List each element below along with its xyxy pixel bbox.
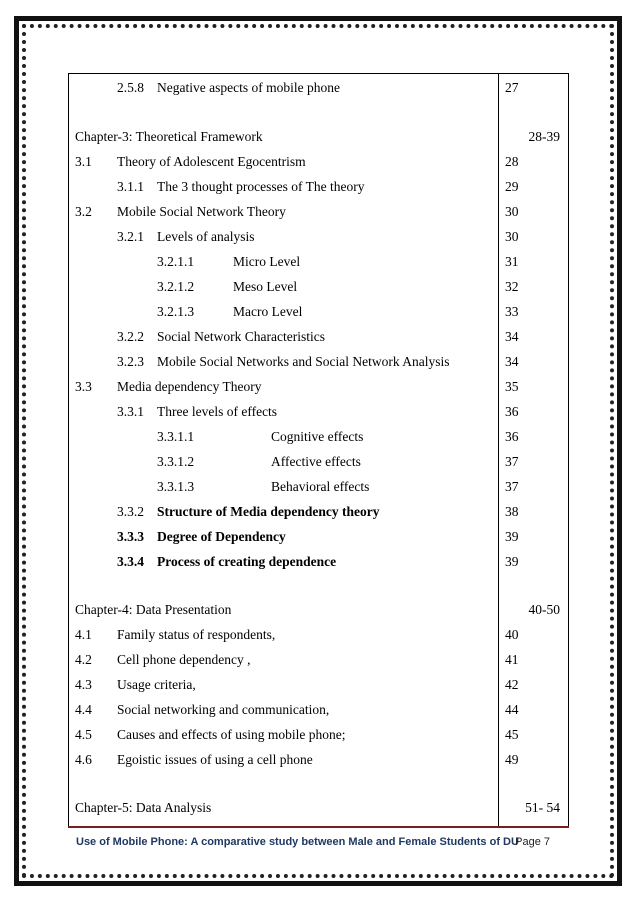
toc-page: 39 xyxy=(505,529,519,544)
toc-page: 33 xyxy=(505,304,519,319)
toc-page-range: 40-50 xyxy=(528,602,560,617)
toc-number: 3.2.1.1 xyxy=(157,254,195,269)
toc-page: 45 xyxy=(505,727,519,742)
toc-title: Behavioral effects xyxy=(271,479,370,494)
table-of-contents xyxy=(68,73,569,826)
toc-number: 2.5.8 xyxy=(117,80,144,95)
toc-number: 3.3.1.3 xyxy=(157,479,195,494)
toc-page-range: 28-39 xyxy=(528,129,560,144)
toc-number: 3.2.1 xyxy=(117,229,144,244)
toc-title: Degree of Dependency xyxy=(157,529,286,544)
toc-row xyxy=(69,675,568,695)
toc-chapter-row xyxy=(69,600,568,620)
toc-chapter-title: Chapter-4: Data Presentation xyxy=(75,602,232,617)
toc-title: Structure of Media dependency theory xyxy=(157,504,380,519)
toc-title: Meso Level xyxy=(233,279,298,294)
toc-row xyxy=(69,177,568,197)
toc-row xyxy=(69,700,568,720)
toc-row xyxy=(69,725,568,745)
toc-title: Theory of Adolescent Egocentrism xyxy=(117,154,306,169)
toc-page: 41 xyxy=(505,652,519,667)
toc-row xyxy=(69,477,568,497)
toc-page: 36 xyxy=(505,404,519,419)
toc-row xyxy=(69,650,568,670)
toc-row xyxy=(69,302,568,322)
toc-row xyxy=(69,750,568,770)
toc-number: 3.2.2 xyxy=(117,329,144,344)
toc-row xyxy=(69,452,568,472)
toc-title: Causes and effects of using mobile phone; xyxy=(117,727,346,742)
toc-number: 3.3.1.2 xyxy=(157,454,195,469)
toc-title: Mobile Social Networks and Social Network Analysis xyxy=(157,354,450,369)
toc-row xyxy=(69,552,568,572)
toc-page: 34 xyxy=(505,354,519,369)
footer-rule xyxy=(68,826,569,828)
toc-row xyxy=(69,377,568,397)
toc-title: Micro Level xyxy=(233,254,301,269)
toc-title: The 3 thought processes of The theory xyxy=(157,179,365,194)
toc-page: 49 xyxy=(505,752,519,767)
toc-page: 30 xyxy=(505,229,519,244)
toc-row xyxy=(69,78,568,98)
toc-row xyxy=(69,352,568,372)
toc-page: 30 xyxy=(505,204,519,219)
toc-page: 44 xyxy=(505,702,519,717)
toc-number: 4.3 xyxy=(75,677,92,692)
toc-row xyxy=(69,227,568,247)
toc-row xyxy=(69,625,568,645)
toc-title: Cognitive effects xyxy=(271,429,364,444)
toc-title: Usage criteria, xyxy=(117,677,196,692)
page-column-divider xyxy=(498,73,499,826)
footer-page-number: Page 7 xyxy=(515,836,550,848)
toc-row xyxy=(69,252,568,272)
toc-number: 3.3.1 xyxy=(117,404,144,419)
toc-row xyxy=(69,427,568,447)
toc-title: Social networking and communication, xyxy=(117,702,330,717)
toc-page: 35 xyxy=(505,379,519,394)
toc-number: 4.1 xyxy=(75,627,92,642)
toc-title: Macro Level xyxy=(233,304,303,319)
toc-number: 3.3.1.1 xyxy=(157,429,195,444)
toc-page: 36 xyxy=(505,429,519,444)
toc-title: Process of creating dependence xyxy=(157,554,337,569)
toc-page: 31 xyxy=(505,254,519,269)
toc-number: 3.2 xyxy=(75,204,92,219)
toc-title: Negative aspects of mobile phone xyxy=(157,80,340,95)
toc-number: 3.2.3 xyxy=(117,354,144,369)
toc-page: 37 xyxy=(505,479,519,494)
toc-page: 32 xyxy=(505,279,519,294)
toc-page-range: 51- 54 xyxy=(525,800,560,815)
toc-page: 38 xyxy=(505,504,519,519)
toc-title: Social Network Characteristics xyxy=(157,329,325,344)
toc-row xyxy=(69,527,568,547)
toc-number: 4.6 xyxy=(75,752,92,767)
toc-page: 37 xyxy=(505,454,519,469)
toc-title: Three levels of effects xyxy=(157,404,278,419)
toc-number: 3.1 xyxy=(75,154,92,169)
toc-number: 3.1.1 xyxy=(117,179,144,194)
toc-title: Mobile Social Network Theory xyxy=(117,204,286,219)
footer-title: Use of Mobile Phone: A comparative study between Male and Female Students of DU xyxy=(76,836,519,848)
toc-page: 42 xyxy=(505,677,519,692)
toc-page: 27 xyxy=(505,80,519,95)
toc-page: 39 xyxy=(505,554,519,569)
toc-page: 28 xyxy=(505,154,519,169)
toc-row xyxy=(69,402,568,422)
toc-title: Family status of respondents, xyxy=(117,627,276,642)
toc-title: Levels of analysis xyxy=(157,229,255,244)
toc-chapter-title: Chapter-3: Theoretical Framework xyxy=(75,129,263,144)
toc-row xyxy=(69,277,568,297)
toc-chapter-row xyxy=(69,798,568,818)
toc-chapter-row xyxy=(69,127,568,147)
toc-number: 4.4 xyxy=(75,702,92,717)
toc-number: 3.2.1.3 xyxy=(157,304,195,319)
toc-row xyxy=(69,327,568,347)
toc-number: 3.3.4 xyxy=(117,554,144,569)
toc-page: 29 xyxy=(505,179,519,194)
toc-row xyxy=(69,152,568,172)
toc-number: 3.3.3 xyxy=(117,529,144,544)
toc-title: Affective effects xyxy=(271,454,361,469)
toc-row xyxy=(69,202,568,222)
toc-number: 3.2.1.2 xyxy=(157,279,195,294)
toc-number: 3.3.2 xyxy=(117,504,144,519)
toc-number: 4.2 xyxy=(75,652,92,667)
toc-title: Media dependency Theory xyxy=(117,379,262,394)
toc-title: Egoistic issues of using a cell phone xyxy=(117,752,313,767)
toc-page: 34 xyxy=(505,329,519,344)
toc-title: Cell phone dependency , xyxy=(117,652,251,667)
toc-row xyxy=(69,502,568,522)
toc-number: 3.3 xyxy=(75,379,92,394)
toc-number: 4.5 xyxy=(75,727,92,742)
toc-page: 40 xyxy=(505,627,519,642)
toc-chapter-title: Chapter-5: Data Analysis xyxy=(75,800,212,815)
